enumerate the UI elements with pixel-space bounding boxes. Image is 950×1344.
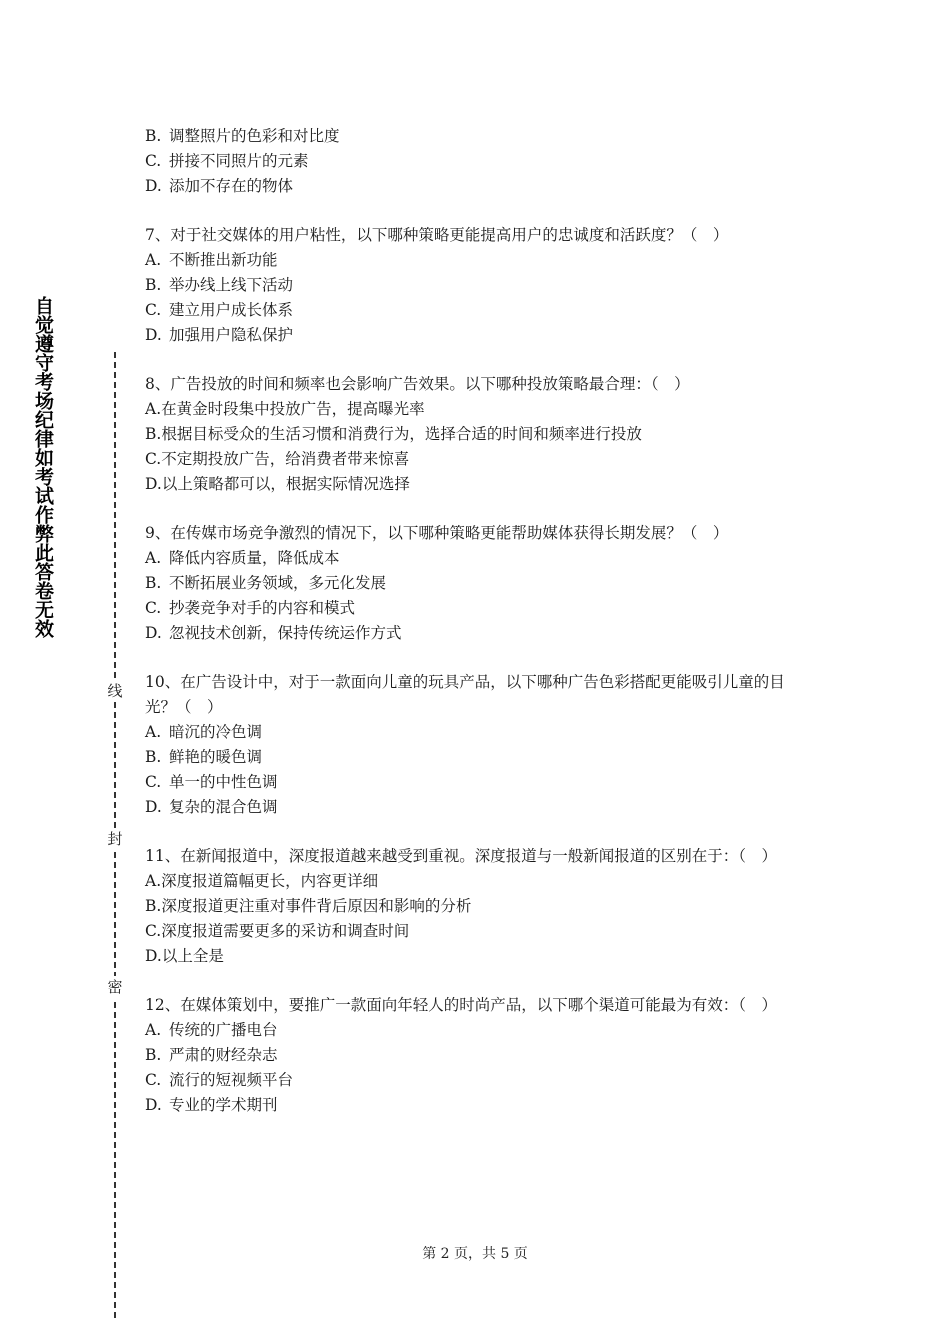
option-text: 不断推出新功能 — [169, 251, 278, 269]
option-text: 建立用户成长体系 — [169, 301, 294, 319]
option-letter: B. — [145, 127, 162, 145]
option-text: 不定期投放广告，给消费者带来惊喜 — [161, 450, 410, 468]
option-text: 加强用户隐私保护 — [169, 326, 294, 344]
option-letter: A. — [145, 549, 162, 567]
option-text: 忽视技术创新，保持传统运作方式 — [169, 624, 402, 642]
question-stem: 12、在媒体策划中，要推广一款面向年轻人的时尚产品，以下哪个渠道可能最为有效：（ ） — [145, 996, 777, 1014]
option-letter: A. — [145, 872, 162, 890]
answer-option — [145, 1018, 810, 1043]
seal-seal-label: 封 — [107, 830, 123, 848]
answer-option — [145, 1068, 810, 1093]
option-letter: D. — [145, 475, 162, 493]
option-letter: C. — [145, 1071, 162, 1089]
option-letter: B. — [145, 748, 162, 766]
answer-option — [145, 124, 810, 149]
answer-option — [145, 571, 810, 596]
answer-option — [145, 298, 810, 323]
answer-option — [145, 447, 810, 472]
answer-option — [145, 869, 810, 894]
answer-option — [145, 720, 810, 745]
option-letter: D. — [145, 1096, 162, 1114]
question-block — [145, 670, 810, 820]
option-text: 深度报道更注重对事件背后原因和影响的分析 — [161, 897, 472, 915]
question-stem: 8、广告投放的时间和频率也会影响广告效果。以下哪种投放策略最合理：（ ） — [145, 375, 690, 393]
option-text: 降低内容质量，降低成本 — [169, 549, 340, 567]
option-letter: A. — [145, 400, 162, 418]
answer-option — [145, 397, 810, 422]
seal-line-label: 线 — [107, 682, 123, 700]
question-block — [145, 223, 810, 348]
question-stem: 9、在传媒市场竞争激烈的情况下，以下哪种策略更能帮助媒体获得长期发展？（ ） — [145, 524, 729, 542]
option-letter: B. — [145, 425, 162, 443]
answer-option — [145, 546, 810, 571]
option-letter: B. — [145, 276, 162, 294]
answer-option — [145, 1093, 810, 1118]
question-block — [145, 844, 810, 969]
option-text: 以上策略都可以，根据实际情况选择 — [161, 475, 410, 493]
option-letter: C. — [145, 599, 162, 617]
option-letter: C. — [145, 301, 162, 319]
option-letter: D. — [145, 624, 162, 642]
answer-option — [145, 596, 810, 621]
answer-option — [145, 248, 810, 273]
option-text: 暗沉的冷色调 — [169, 723, 263, 741]
page-number: 第 2 页，共 5 页 — [422, 1246, 528, 1262]
option-letter: B. — [145, 897, 162, 915]
option-text: 根据目标受众的生活习惯和消费行为，选择合适的时间和频率进行投放 — [161, 425, 642, 443]
question-block — [145, 124, 810, 199]
option-text: 流行的短视频平台 — [169, 1071, 294, 1089]
seal-secret-label: 密 — [107, 978, 123, 996]
option-letter: C. — [145, 773, 162, 791]
option-letter: D. — [145, 947, 162, 965]
answer-option — [145, 894, 810, 919]
option-text: 以上全是 — [161, 947, 224, 965]
option-text: 抄袭竞争对手的内容和模式 — [169, 599, 356, 617]
option-text: 深度报道篇幅更长，内容更详细 — [161, 872, 379, 890]
option-letter: D. — [145, 326, 162, 344]
option-text: 传统的广播电台 — [169, 1021, 278, 1039]
question-block — [145, 993, 810, 1118]
option-text: 鲜艳的暖色调 — [169, 748, 263, 766]
option-letter: B. — [145, 1046, 162, 1064]
answer-option — [145, 1043, 810, 1068]
option-letter: C. — [145, 922, 162, 940]
option-text: 在黄金时段集中投放广告，提高曝光率 — [161, 400, 425, 418]
question-stem: 7、对于社交媒体的用户粘性，以下哪种策略更能提高用户的忠诚度和活跃度？（ ） — [145, 226, 729, 244]
option-text: 调整照片的色彩和对比度 — [169, 127, 340, 145]
question-block — [145, 372, 810, 497]
option-text: 深度报道需要更多的采访和调查时间 — [161, 922, 410, 940]
option-letter: C. — [145, 450, 162, 468]
answer-option — [145, 770, 810, 795]
option-text: 举办线上线下活动 — [169, 276, 294, 294]
option-text: 严肃的财经杂志 — [169, 1046, 278, 1064]
question-block — [145, 521, 810, 646]
question-stem: 10、在广告设计中，对于一款面向儿童的玩具产品，以下哪种广告色彩搭配更能吸引儿童的目光？（ ） — [145, 673, 785, 716]
answer-option — [145, 174, 810, 199]
option-text: 复杂的混合色调 — [169, 798, 278, 816]
answer-option — [145, 422, 810, 447]
answer-option — [145, 944, 810, 969]
answer-option — [145, 745, 810, 770]
question-stem: 11、在新闻报道中，深度报道越来越受到重视。深度报道与一般新闻报道的区别在于：（ ） — [145, 847, 777, 865]
answer-option — [145, 919, 810, 944]
option-letter: D. — [145, 798, 162, 816]
option-text: 单一的中性色调 — [169, 773, 278, 791]
option-letter: A. — [145, 251, 162, 269]
answer-option — [145, 795, 810, 820]
answer-option — [145, 621, 810, 646]
question-list — [145, 124, 810, 1142]
option-letter: C. — [145, 152, 162, 170]
option-letter: B. — [145, 574, 162, 592]
option-letter: A. — [145, 1021, 162, 1039]
option-text: 拼接不同照片的元素 — [169, 152, 309, 170]
option-text: 不断拓展业务领域，多元化发展 — [169, 574, 387, 592]
option-text: 专业的学术期刊 — [169, 1096, 278, 1114]
answer-option — [145, 472, 810, 497]
option-letter: D. — [145, 177, 162, 195]
exam-discipline-notice: 自觉遵守考场纪律如考试作弊此答卷无效 — [32, 296, 54, 638]
answer-option — [145, 149, 810, 174]
option-letter: A. — [145, 723, 162, 741]
option-text: 添加不存在的物体 — [169, 177, 294, 195]
answer-option — [145, 323, 810, 348]
answer-option — [145, 273, 810, 298]
